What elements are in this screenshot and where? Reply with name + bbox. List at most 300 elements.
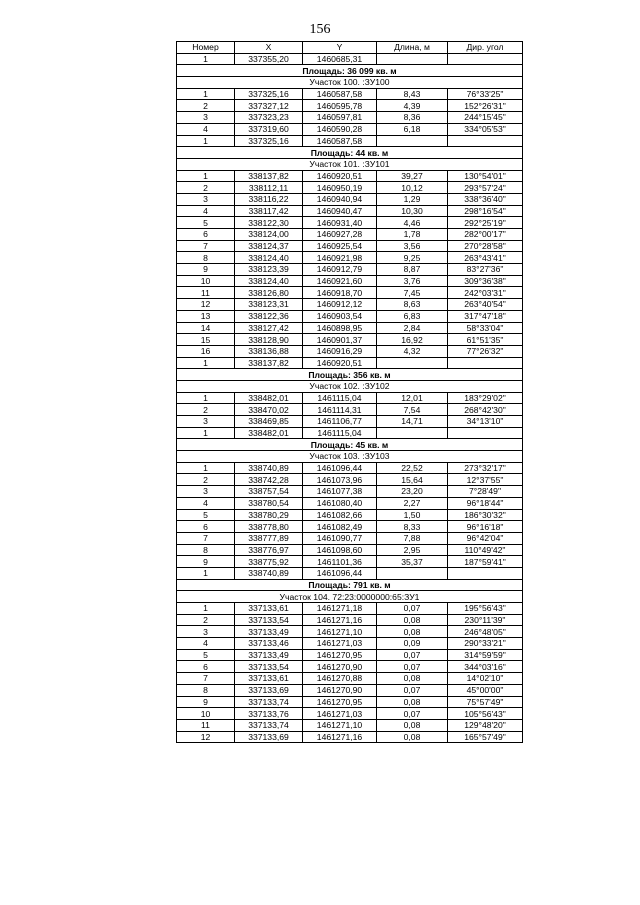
y-coordinate-cell: 1461106,77 (303, 416, 377, 428)
area-text: Площадь: 36 099 кв. м (177, 65, 523, 77)
plot-title: Участок 101. :ЗУ101 (177, 158, 523, 170)
point-number-cell: 4 (177, 497, 235, 509)
direction-angle-cell: 130°54'01" (448, 170, 523, 182)
length-cell: 4,46 (377, 217, 448, 229)
table-row (177, 509, 523, 521)
length-cell: 0,09 (377, 638, 448, 650)
x-coordinate-cell: 338137,82 (235, 170, 303, 182)
table-row (177, 205, 523, 217)
x-coordinate-cell: 337133,69 (235, 731, 303, 743)
point-number-cell: 4 (177, 205, 235, 217)
y-coordinate-cell: 1460940,47 (303, 205, 377, 217)
point-number-cell: 1 (177, 135, 235, 147)
length-cell (377, 135, 448, 147)
x-coordinate-cell: 338740,89 (235, 567, 303, 579)
point-number-cell: 3 (177, 486, 235, 498)
table-row (177, 556, 523, 568)
header-x: X (235, 42, 303, 54)
length-cell: 0,08 (377, 614, 448, 626)
table-row (177, 392, 523, 404)
y-coordinate-cell: 1460921,98 (303, 252, 377, 264)
area-row (177, 579, 523, 591)
direction-angle-cell: 270°28'58" (448, 240, 523, 252)
x-coordinate-cell: 337323,23 (235, 112, 303, 124)
direction-angle-cell: 187°59'41" (448, 556, 523, 568)
point-number-cell: 6 (177, 521, 235, 533)
length-cell: 2,27 (377, 497, 448, 509)
direction-angle-cell: 246°48'05" (448, 626, 523, 638)
y-coordinate-cell: 1460685,31 (303, 53, 377, 65)
length-cell: 14,71 (377, 416, 448, 428)
direction-angle-cell: 244°15'45" (448, 112, 523, 124)
length-cell: 0,07 (377, 708, 448, 720)
y-coordinate-cell: 1461271,16 (303, 731, 377, 743)
direction-angle-cell (448, 53, 523, 65)
table-row (177, 474, 523, 486)
point-number-cell: 12 (177, 731, 235, 743)
y-coordinate-cell: 1461077,38 (303, 486, 377, 498)
y-coordinate-cell: 1460921,60 (303, 275, 377, 287)
y-coordinate-cell: 1461080,40 (303, 497, 377, 509)
table-row (177, 345, 523, 357)
y-coordinate-cell: 1461090,77 (303, 532, 377, 544)
x-coordinate-cell: 338470,02 (235, 404, 303, 416)
direction-angle-cell: 83°27'36" (448, 264, 523, 276)
length-cell: 0,07 (377, 684, 448, 696)
y-coordinate-cell: 1460920,51 (303, 357, 377, 369)
table-row (177, 532, 523, 544)
y-coordinate-cell: 1461098,60 (303, 544, 377, 556)
point-number-cell: 3 (177, 416, 235, 428)
length-cell: 7,45 (377, 287, 448, 299)
length-cell (377, 53, 448, 65)
length-cell: 15,64 (377, 474, 448, 486)
length-cell: 6,83 (377, 310, 448, 322)
length-cell: 16,92 (377, 334, 448, 346)
length-cell (377, 427, 448, 439)
y-coordinate-cell: 1461271,03 (303, 638, 377, 650)
point-number-cell: 9 (177, 556, 235, 568)
point-number-cell: 5 (177, 649, 235, 661)
plot-title-row (177, 451, 523, 463)
x-coordinate-cell: 337325,16 (235, 88, 303, 100)
point-number-cell: 7 (177, 240, 235, 252)
header-direction-angle: Дир. угол (448, 42, 523, 54)
x-coordinate-cell: 337327,12 (235, 100, 303, 112)
point-number-cell: 1 (177, 53, 235, 65)
x-coordinate-cell: 338122,30 (235, 217, 303, 229)
direction-angle-cell: 76°33'25" (448, 88, 523, 100)
point-number-cell: 9 (177, 696, 235, 708)
y-coordinate-cell: 1461114,31 (303, 404, 377, 416)
direction-angle-cell: 58°33'04" (448, 322, 523, 334)
length-cell: 0,08 (377, 673, 448, 685)
direction-angle-cell (448, 567, 523, 579)
table-row (177, 357, 523, 369)
y-coordinate-cell: 1461082,49 (303, 521, 377, 533)
x-coordinate-cell: 338124,00 (235, 229, 303, 241)
page-number: 156 (309, 22, 331, 37)
table-row (177, 135, 523, 147)
point-number-cell: 4 (177, 123, 235, 135)
header-length: Длина, м (377, 42, 448, 54)
x-coordinate-cell: 338469,85 (235, 416, 303, 428)
direction-angle-cell: 268°42'30" (448, 404, 523, 416)
x-coordinate-cell: 338127,42 (235, 322, 303, 334)
table-row (177, 334, 523, 346)
plot-title: Участок 104. 72:23:0000000:65:ЗУ1 (177, 591, 523, 603)
point-number-cell: 11 (177, 287, 235, 299)
point-number-cell: 2 (177, 474, 235, 486)
x-coordinate-cell: 338122,36 (235, 310, 303, 322)
x-coordinate-cell: 337325,16 (235, 135, 303, 147)
length-cell: 3,56 (377, 240, 448, 252)
plot-title: Участок 102. :ЗУ102 (177, 380, 523, 392)
table-row (177, 229, 523, 241)
y-coordinate-cell: 1460918,70 (303, 287, 377, 299)
table-row (177, 88, 523, 100)
area-row (177, 147, 523, 159)
direction-angle-cell: 195°56'43" (448, 603, 523, 615)
x-coordinate-cell: 337133,49 (235, 626, 303, 638)
y-coordinate-cell: 1460940,94 (303, 193, 377, 205)
direction-angle-cell: 309°36'38" (448, 275, 523, 287)
direction-angle-cell: 152°26'31" (448, 100, 523, 112)
y-coordinate-cell: 1460931,40 (303, 217, 377, 229)
plot-title-row (177, 380, 523, 392)
table-row (177, 626, 523, 638)
y-coordinate-cell: 1461096,44 (303, 567, 377, 579)
table-row (177, 252, 523, 264)
direction-angle-cell: 186°30'32" (448, 509, 523, 521)
area-text: Площадь: 45 кв. м (177, 439, 523, 451)
length-cell: 8,43 (377, 88, 448, 100)
length-cell: 22,52 (377, 462, 448, 474)
y-coordinate-cell: 1460590,28 (303, 123, 377, 135)
table-row (177, 287, 523, 299)
table-row (177, 462, 523, 474)
header-number: Номер (177, 42, 235, 54)
length-cell: 8,36 (377, 112, 448, 124)
y-coordinate-cell: 1460950,19 (303, 182, 377, 194)
table-row (177, 603, 523, 615)
x-coordinate-cell: 338742,28 (235, 474, 303, 486)
y-coordinate-cell: 1460916,29 (303, 345, 377, 357)
length-cell: 0,08 (377, 626, 448, 638)
length-cell: 10,30 (377, 205, 448, 217)
x-coordinate-cell: 337133,46 (235, 638, 303, 650)
direction-angle-cell: 282°00'17" (448, 229, 523, 241)
point-number-cell: 1 (177, 88, 235, 100)
y-coordinate-cell: 1460901,37 (303, 334, 377, 346)
direction-angle-cell: 96°42'04" (448, 532, 523, 544)
table-row (177, 696, 523, 708)
length-cell: 0,07 (377, 603, 448, 615)
y-coordinate-cell: 1461271,10 (303, 719, 377, 731)
table-row (177, 322, 523, 334)
direction-angle-cell: 317°47'18" (448, 310, 523, 322)
length-cell (377, 567, 448, 579)
length-cell: 7,88 (377, 532, 448, 544)
table-row (177, 638, 523, 650)
y-coordinate-cell: 1461271,10 (303, 626, 377, 638)
direction-angle-cell: 45°00'00" (448, 684, 523, 696)
x-coordinate-cell: 338137,82 (235, 357, 303, 369)
length-cell: 8,63 (377, 299, 448, 311)
x-coordinate-cell: 338778,80 (235, 521, 303, 533)
plot-title-row (177, 591, 523, 603)
plot-title: Участок 103. :ЗУ103 (177, 451, 523, 463)
direction-angle-cell: 110°49'42" (448, 544, 523, 556)
point-number-cell: 1 (177, 170, 235, 182)
table-row (177, 123, 523, 135)
y-coordinate-cell: 1460925,54 (303, 240, 377, 252)
direction-angle-cell: 75°57'49" (448, 696, 523, 708)
length-cell: 0,07 (377, 649, 448, 661)
point-number-cell: 2 (177, 614, 235, 626)
length-cell (377, 357, 448, 369)
direction-angle-cell: 105°56'43" (448, 708, 523, 720)
length-cell: 9,25 (377, 252, 448, 264)
y-coordinate-cell: 1461115,04 (303, 392, 377, 404)
table-row (177, 731, 523, 743)
y-coordinate-cell: 1461073,96 (303, 474, 377, 486)
y-coordinate-cell: 1461270,90 (303, 684, 377, 696)
point-number-cell: 10 (177, 708, 235, 720)
point-number-cell: 8 (177, 252, 235, 264)
length-cell: 23,20 (377, 486, 448, 498)
point-number-cell: 7 (177, 673, 235, 685)
table-row (177, 53, 523, 65)
y-coordinate-cell: 1460595,78 (303, 100, 377, 112)
table-row (177, 112, 523, 124)
direction-angle-cell: 263°40'54" (448, 299, 523, 311)
direction-angle-cell: 290°33'21" (448, 638, 523, 650)
y-coordinate-cell: 1461082,66 (303, 509, 377, 521)
table-row (177, 521, 523, 533)
length-cell: 0,08 (377, 719, 448, 731)
length-cell: 3,76 (377, 275, 448, 287)
point-number-cell: 3 (177, 626, 235, 638)
y-coordinate-cell: 1461101,36 (303, 556, 377, 568)
x-coordinate-cell: 338124,37 (235, 240, 303, 252)
point-number-cell: 1 (177, 357, 235, 369)
point-number-cell: 10 (177, 275, 235, 287)
table-row (177, 684, 523, 696)
table-row (177, 427, 523, 439)
point-number-cell: 11 (177, 719, 235, 731)
direction-angle-cell: 183°29'02" (448, 392, 523, 404)
point-number-cell: 13 (177, 310, 235, 322)
x-coordinate-cell: 338112,11 (235, 182, 303, 194)
point-number-cell: 6 (177, 661, 235, 673)
x-coordinate-cell: 337133,69 (235, 684, 303, 696)
length-cell: 8,87 (377, 264, 448, 276)
x-coordinate-cell: 338757,54 (235, 486, 303, 498)
point-number-cell: 4 (177, 638, 235, 650)
x-coordinate-cell: 337133,49 (235, 649, 303, 661)
length-cell: 4,32 (377, 345, 448, 357)
point-number-cell: 5 (177, 509, 235, 521)
table-row (177, 708, 523, 720)
point-number-cell: 12 (177, 299, 235, 311)
length-cell: 7,54 (377, 404, 448, 416)
x-coordinate-cell: 337133,61 (235, 603, 303, 615)
length-cell: 12,01 (377, 392, 448, 404)
direction-angle-cell: 12°37'55" (448, 474, 523, 486)
x-coordinate-cell: 338482,01 (235, 392, 303, 404)
x-coordinate-cell: 338124,40 (235, 252, 303, 264)
point-number-cell: 7 (177, 532, 235, 544)
length-cell: 1,78 (377, 229, 448, 241)
x-coordinate-cell: 338128,90 (235, 334, 303, 346)
x-coordinate-cell: 338124,40 (235, 275, 303, 287)
x-coordinate-cell: 338482,01 (235, 427, 303, 439)
point-number-cell: 9 (177, 264, 235, 276)
point-number-cell: 8 (177, 544, 235, 556)
length-cell: 1,29 (377, 193, 448, 205)
x-coordinate-cell: 338776,97 (235, 544, 303, 556)
y-coordinate-cell: 1460587,58 (303, 88, 377, 100)
y-coordinate-cell: 1461270,88 (303, 673, 377, 685)
length-cell: 8,33 (377, 521, 448, 533)
plot-title-row (177, 158, 523, 170)
plot-title: Участок 100. :ЗУ100 (177, 77, 523, 89)
area-text: Площадь: 791 кв. м (177, 579, 523, 591)
direction-angle-cell: 7°28'49" (448, 486, 523, 498)
direction-angle-cell: 34°13'10" (448, 416, 523, 428)
table-row (177, 182, 523, 194)
length-cell: 0,07 (377, 661, 448, 673)
y-coordinate-cell: 1461270,95 (303, 696, 377, 708)
direction-angle-cell (448, 135, 523, 147)
table-row (177, 240, 523, 252)
area-row (177, 65, 523, 77)
direction-angle-cell: 77°26'32" (448, 345, 523, 357)
x-coordinate-cell: 337133,76 (235, 708, 303, 720)
point-number-cell: 1 (177, 427, 235, 439)
direction-angle-cell: 61°51'35" (448, 334, 523, 346)
table-row (177, 170, 523, 182)
point-number-cell: 5 (177, 217, 235, 229)
x-coordinate-cell: 338126,80 (235, 287, 303, 299)
x-coordinate-cell: 338116,22 (235, 193, 303, 205)
table-row (177, 416, 523, 428)
length-cell: 1,50 (377, 509, 448, 521)
y-coordinate-cell: 1460587,58 (303, 135, 377, 147)
point-number-cell: 1 (177, 462, 235, 474)
direction-angle-cell: 96°16'18" (448, 521, 523, 533)
direction-angle-cell: 96°18'44" (448, 497, 523, 509)
point-number-cell: 8 (177, 684, 235, 696)
y-coordinate-cell: 1461096,44 (303, 462, 377, 474)
direction-angle-cell (448, 427, 523, 439)
x-coordinate-cell: 338123,39 (235, 264, 303, 276)
length-cell: 2,95 (377, 544, 448, 556)
table-row (177, 649, 523, 661)
point-number-cell: 14 (177, 322, 235, 334)
table-row (177, 193, 523, 205)
direction-angle-cell (448, 357, 523, 369)
x-coordinate-cell: 338136,88 (235, 345, 303, 357)
direction-angle-cell: 344°03'16" (448, 661, 523, 673)
direction-angle-cell: 230°11'39" (448, 614, 523, 626)
table-row (177, 404, 523, 416)
y-coordinate-cell: 1461270,95 (303, 649, 377, 661)
y-coordinate-cell: 1461271,18 (303, 603, 377, 615)
length-cell: 10,12 (377, 182, 448, 194)
direction-angle-cell: 129°48'20" (448, 719, 523, 731)
table-header-row (177, 42, 523, 54)
coordinates-table (176, 41, 523, 743)
y-coordinate-cell: 1460903,54 (303, 310, 377, 322)
y-coordinate-cell: 1460927,28 (303, 229, 377, 241)
point-number-cell: 6 (177, 229, 235, 241)
area-row (177, 439, 523, 451)
x-coordinate-cell: 337319,60 (235, 123, 303, 135)
table-body (177, 53, 523, 743)
area-text: Площадь: 356 кв. м (177, 369, 523, 381)
point-number-cell: 15 (177, 334, 235, 346)
table-row (177, 275, 523, 287)
length-cell: 2,84 (377, 322, 448, 334)
table-row (177, 673, 523, 685)
point-number-cell: 2 (177, 404, 235, 416)
y-coordinate-cell: 1460920,51 (303, 170, 377, 182)
table-row (177, 100, 523, 112)
length-cell: 6,18 (377, 123, 448, 135)
x-coordinate-cell: 338780,54 (235, 497, 303, 509)
x-coordinate-cell: 337355,20 (235, 53, 303, 65)
table-row (177, 486, 523, 498)
length-cell: 0,08 (377, 731, 448, 743)
y-coordinate-cell: 1460898,95 (303, 322, 377, 334)
plot-title-row (177, 77, 523, 89)
direction-angle-cell: 293°57'24" (448, 182, 523, 194)
y-coordinate-cell: 1460912,79 (303, 264, 377, 276)
x-coordinate-cell: 337133,61 (235, 673, 303, 685)
direction-angle-cell: 334°05'53" (448, 123, 523, 135)
table-row (177, 217, 523, 229)
table-row (177, 497, 523, 509)
direction-angle-cell: 273°32'17" (448, 462, 523, 474)
table-row (177, 544, 523, 556)
direction-angle-cell: 292°25'19" (448, 217, 523, 229)
y-coordinate-cell: 1461115,04 (303, 427, 377, 439)
direction-angle-cell: 263°43'41" (448, 252, 523, 264)
table-row (177, 567, 523, 579)
x-coordinate-cell: 337133,74 (235, 719, 303, 731)
point-number-cell: 1 (177, 603, 235, 615)
x-coordinate-cell: 338117,42 (235, 205, 303, 217)
area-text: Площадь: 44 кв. м (177, 147, 523, 159)
y-coordinate-cell: 1461270,90 (303, 661, 377, 673)
header-y: Y (303, 42, 377, 54)
point-number-cell: 16 (177, 345, 235, 357)
point-number-cell: 2 (177, 100, 235, 112)
x-coordinate-cell: 337133,54 (235, 614, 303, 626)
y-coordinate-cell: 1461271,16 (303, 614, 377, 626)
x-coordinate-cell: 338740,89 (235, 462, 303, 474)
direction-angle-cell: 298°16'54" (448, 205, 523, 217)
x-coordinate-cell: 338123,31 (235, 299, 303, 311)
table-row (177, 719, 523, 731)
direction-angle-cell: 242°03'31" (448, 287, 523, 299)
x-coordinate-cell: 338775,92 (235, 556, 303, 568)
length-cell: 39,27 (377, 170, 448, 182)
length-cell: 0,08 (377, 696, 448, 708)
area-row (177, 369, 523, 381)
